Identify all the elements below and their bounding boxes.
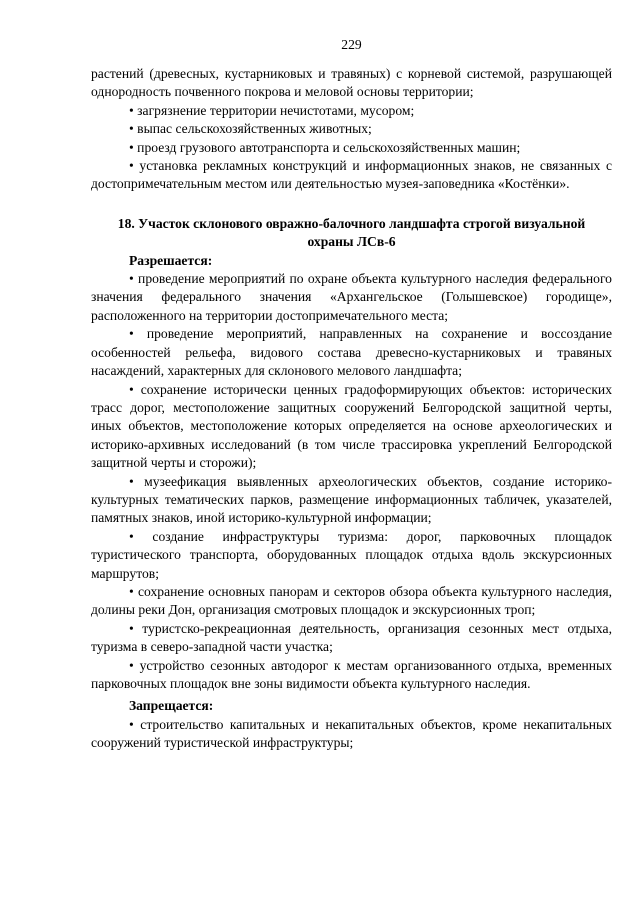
intro-paragraph: растений (древесных, кустарниковых и травяных) с корневой системой, разрушающей однородность почвенного покрова и меловой основы территории; xyxy=(91,66,612,100)
allowed-heading: Разрешается: xyxy=(129,252,213,268)
page-number: 229 xyxy=(341,37,362,52)
intro-bullet: • загрязнение территории нечистотами, мусором; xyxy=(91,102,612,120)
allowed-item: • создание инфраструктуры туризма: дорог, парковочных площадок туристического транспорта, оборудованных площадок отдыха вдоль экскурсионных маршрутов; xyxy=(91,528,612,583)
forbidden-item: • строительство капитальных и некапитальных объектов, кроме некапитальных сооружений туристической инфраструктуры; xyxy=(91,716,612,753)
allowed-item: • сохранение основных панорам и секторов обзора объекта культурного наследия, долины реки Дон, организация смотровых площадок и экскурсионных троп; xyxy=(91,583,612,620)
allowed-item: • туристско-рекреационная деятельность, организация сезонных мест отдыха, туризма в северо-западной части участка; xyxy=(91,620,612,657)
allowed-item: • устройство сезонных автодорог к местам организованного отдыха, временных парковочных площадок вне зоны видимости объекта культурного наследия. xyxy=(91,657,612,694)
intro-bullet: • проезд грузового автотранспорта и сельскохозяйственных машин; xyxy=(91,139,612,157)
allowed-item: • сохранение исторически ценных градоформирующих объектов: исторических трасс дорог, местоположение защитных сооружений Белгородской защитной черты, иных объектов, местоположение которых определяется на основе археологических и историко-архивных исследований (в том числе трассировка укреплений Белгородской защитной черты и сторожи); xyxy=(91,381,612,473)
allowed-item: • музеефикация выявленных археологических объектов, создание историко-культурных тематических парков, размещение информационных табличек, указателей, памятных знаков, иной историко-культурной информации; xyxy=(91,473,612,528)
forbidden-heading: Запрещается: xyxy=(129,698,214,714)
allowed-item: • проведение мероприятий, направленных на сохранение и воссоздание особенностей рельефа, видового состава древесно-кустарниковых и травяных насаждений, характерных для склонового мелового ландшафта; xyxy=(91,325,612,380)
intro-bullet: • установка рекламных конструкций и информационных знаков, не связанных с достопримечательным местом или деятельностью музея-заповедника «Костёнки». xyxy=(91,157,612,194)
allowed-item: • проведение мероприятий по охране объекта культурного наследия федерального значения федерального значения «Архангельское (Голышевское) городище», расположенного на территории достопримечательного места; xyxy=(91,270,612,325)
page-content xyxy=(91,65,612,753)
intro-bullet: • выпас сельскохозяйственных животных; xyxy=(91,120,612,138)
section-title: 18. Участок склонового овражно-балочного ландшафта строгой визуальной охраны ЛСв-6 xyxy=(117,215,586,250)
